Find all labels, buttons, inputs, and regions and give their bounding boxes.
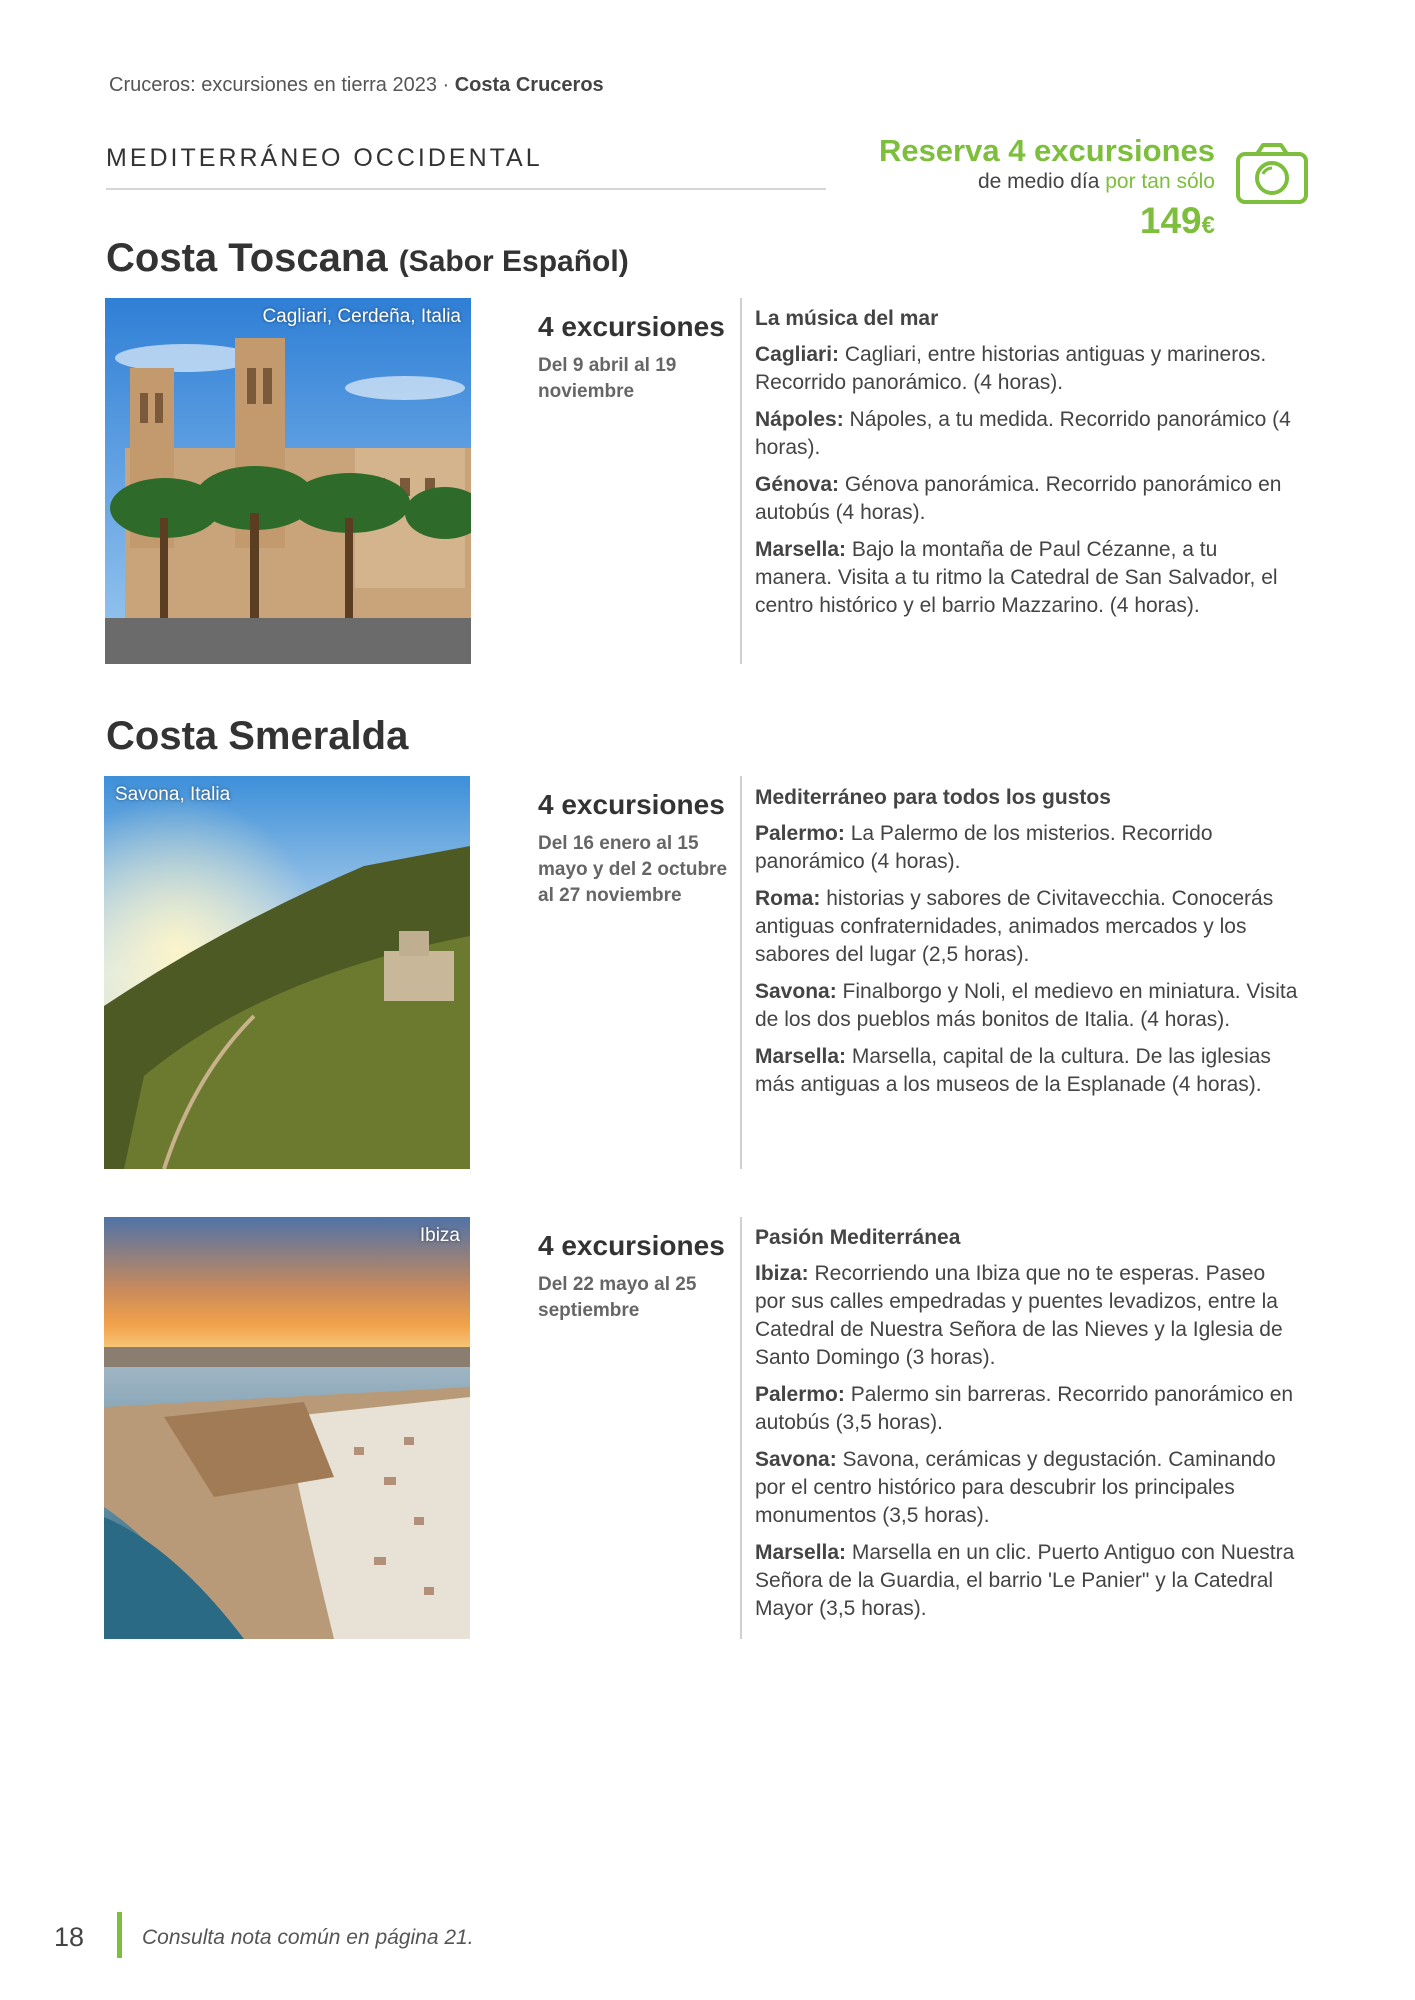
- package-name: La música del mar: [755, 307, 939, 330]
- promo-title: Reserva 4 excursiones: [878, 133, 1215, 168]
- excursion-list: [755, 305, 1300, 629]
- list-item: Cagliari: Cagliari, entre historias antiguas y marineros. Recorrido panorámico. (4 horas).: [755, 343, 1267, 394]
- list-item: Palermo: La Palermo de los misterios. Recorrido panorámico (4 horas).: [755, 822, 1213, 873]
- photo-savona: [104, 776, 470, 1169]
- header-divider: [106, 188, 826, 190]
- excursion-summary: [538, 1230, 728, 1324]
- section-title-costa-smeralda: Costa Smeralda: [106, 714, 409, 758]
- list-item: Palermo: Palermo sin barreras. Recorrido panorámico en autobús (3,5 horas).: [755, 1383, 1294, 1434]
- list-item: Marsella: Marsella en un clic. Puerto Antiguo con Nuestra Señora de la Guardia, el barrio 'Le Panier" y la Catedral Mayor (3,5 horas).: [755, 1541, 1295, 1620]
- promo-subtitle: de medio día por tan sólo: [977, 170, 1215, 194]
- list-item: Nápoles: Nápoles, a tu medida. Recorrido panorámico (4 horas).: [755, 408, 1291, 459]
- footer-note: Consulta nota común en página 21.: [142, 1926, 474, 1949]
- package-name: Mediterráneo para todos los gustos: [755, 786, 1111, 809]
- column-divider: [740, 776, 742, 1169]
- package-name: Pasión Mediterránea: [755, 1226, 961, 1249]
- footer-accent-bar: [117, 1912, 122, 1958]
- photo-caption: Savona, Italia: [115, 784, 231, 805]
- list-item: Génova: Génova panorámica. Recorrido panorámico en autobús (4 horas).: [755, 473, 1282, 524]
- list-item: Savona: Savona, cerámicas y degustación. Caminando por el centro histórico para descubrir los principales monumentos (3,5 horas).: [755, 1448, 1276, 1527]
- region-title: MEDITERRÁNEO OCCIDENTAL: [106, 144, 543, 172]
- excursion-list: [755, 1224, 1300, 1632]
- breadcrumb-brand: Costa Cruceros: [454, 74, 604, 96]
- date-range: Del 22 mayo al 25 septiembre: [538, 1274, 697, 1321]
- date-range: Del 16 enero al 15 mayo y del 2 octubre al 27 noviembre: [538, 833, 728, 906]
- photo-caption: Cagliari, Cerdeña, Italia: [262, 306, 461, 327]
- photo-ibiza: [104, 1217, 470, 1639]
- excursion-count: 4 excursiones: [538, 311, 725, 342]
- list-item: Roma: historias y sabores de Civitavecchia. Conocerás antiguas confraternidades, animados mercados y los sabores del lugar (2,5 horas).: [755, 887, 1274, 966]
- promo-box: [755, 133, 1215, 242]
- date-range: Del 9 abril al 19 noviembre: [538, 355, 677, 402]
- excursion-list: [755, 784, 1300, 1108]
- list-item: Savona: Finalborgo y Noli, el medievo en miniatura. Visita de los dos pueblos más bonitos de Italia. (4 horas).: [755, 980, 1298, 1031]
- list-item: Marsella: Bajo la montaña de Paul Cézanne, a tu manera. Visita a tu ritmo la Catedral de San Salvador, el centro histórico y el barrio Mazzarino. (4 horas).: [755, 538, 1278, 617]
- excursion-summary: [538, 789, 728, 909]
- excursion-count: 4 excursiones: [538, 1230, 725, 1261]
- promo-price: 149€: [1139, 200, 1215, 242]
- breadcrumb: Cruceros: excursiones en tierra 2023 · Costa Cruceros: [109, 74, 604, 96]
- column-divider: [740, 298, 742, 664]
- camera-icon: [1235, 141, 1309, 205]
- page-number: 18: [54, 1922, 85, 1952]
- excursion-count: 4 excursiones: [538, 789, 725, 820]
- photo-caption: Ibiza: [419, 1225, 460, 1246]
- column-divider: [740, 1217, 742, 1639]
- photo-cagliari: [105, 298, 471, 664]
- list-item: Marsella: Marsella, capital de la cultura. De las iglesias más antiguas a los museos de la Esplanade (4 horas).: [755, 1045, 1271, 1096]
- list-item: Ibiza: Recorriendo una Ibiza que no te esperas. Paseo por sus calles empedradas y puentes levadizos, entre la Catedral de Nuestra Señora de las Nieves y la Iglesia de Santo Domingo (3 horas).: [755, 1262, 1283, 1369]
- excursion-summary: [538, 311, 728, 405]
- section-title-costa-toscana: Costa Toscana (Sabor Español): [106, 236, 629, 280]
